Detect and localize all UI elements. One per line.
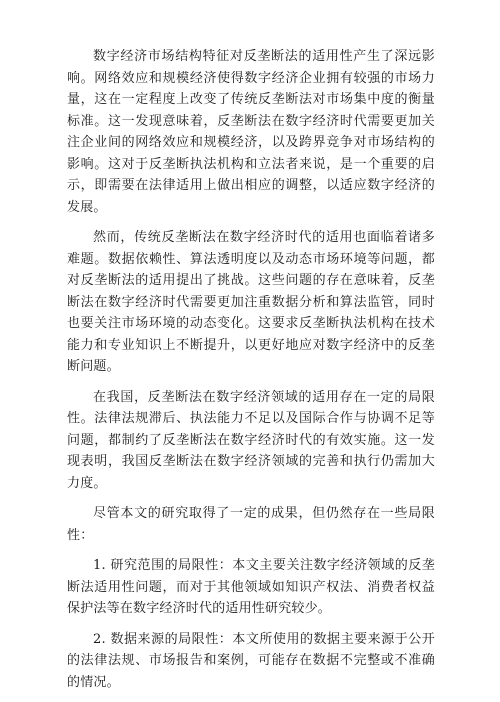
- paragraph-4: 尽管本文的研究取得了一定的成果，但仍然存在一些局限性：: [67, 506, 435, 543]
- paragraph-2: 然而，传统反垄断法在数字经济时代的适用也面临着诸多难题。数据依赖性、算法透明度以及动态市场环境等问题，都对反垄断法的适用提出了挑战。这些问题的存在意味着，反垄断法在数字经济时代需要更加注重数据分析和算法监管，同时也要关注市场环境的动态变化。这要求反垄断执法机构在技术能力和专业知识上不断提升，以更好地应对数字经济中的反垄断问题。: [67, 230, 435, 374]
- list-item-1: 1. 研究范围的局限性：本文主要关注数字经济领域的反垄断法适用性问题，而对于其他领域如知识产权法、消费者权益保护法等在数字经济时代的适用性研究较少。: [67, 558, 435, 616]
- document-body: [67, 46, 435, 702]
- paragraph-3: 在我国，反垄断法在数字经济领域的适用存在一定的局限性。法律法规滞后、执法能力不足以及国际合作与协调不足等问题，都制约了反垄断法在数字经济时代的有效实施。这一发现表明，我国反垄断法在数字经济领域的完善和执行仍需加大力度。: [67, 389, 435, 491]
- paragraph-1: 数字经济市场结构特征对反垄断法的适用性产生了深远影响。网络效应和规模经济使得数字经济企业拥有较强的市场力量，这在一定程度上改变了传统反垄断法对市场集中度的衡量标准。这一发现意味着，反垄断法在数字经济时代需要更加关注企业间的网络效应和规模经济，以及跨界竞争对市场结构的影响。这对于反垄断执法机构和立法者来说，是一个重要的启示，即需要在法律适用上做出相应的调整，以适应数字经济的发展。: [67, 49, 435, 215]
- list-item-2: 2. 数据来源的局限性：本文所使用的数据主要来源于公开的法律法规、市场报告和案例，可能存在数据不完整或不准确的情况。: [67, 631, 435, 690]
